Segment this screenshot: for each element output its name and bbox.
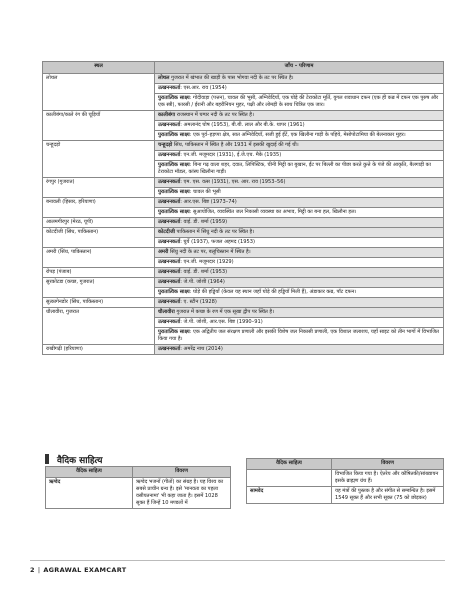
finding-text: गुजरात में कच्छ के रण में एक सूखा द्वीप पर स्थित है। <box>174 309 275 315</box>
vedic-description-cell: ऋग्वेद भजनों (गीतों) का संग्रह है। यह विश्व का सबसे प्राचीन ग्रन्थ है। इसे 'मानवता का पहला वसीयतनामा' भी कहा जाता है। इसमें 1028 सूक्त हैं जिन्हें 10 मण्डलों में <box>133 478 231 509</box>
vedic-name-cell: सामवेद <box>247 487 332 504</box>
finding-cell <box>155 111 444 121</box>
finding-cell <box>155 188 444 198</box>
finding-text: : वाई. डी. शर्मा (1953) <box>180 269 228 275</box>
site-name-cell: लोथल <box>43 74 155 111</box>
site-name-cell: रंगपुर (गुजरात) <box>43 178 155 198</box>
finding-label: उत्खननकर्ता <box>158 299 181 305</box>
header-description: विवरण <box>133 467 231 478</box>
finding-text: राजस्थान में घग्घर नदी के तट पर स्थित है। <box>175 112 254 118</box>
table-header-row <box>247 459 444 470</box>
finding-cell <box>155 198 444 208</box>
finding-cell <box>155 345 444 355</box>
finding-text: गुजरात में खंभात की खाड़ी के पास भोगवा नदी के तट पर स्थित है। <box>169 75 294 81</box>
finding-text: : आर.एस. बिष्ट (1973–74) <box>180 199 237 205</box>
header-vedic-literature: वैदिक साहित्य <box>46 467 133 478</box>
finding-cell <box>155 248 444 258</box>
finding-label: उत्खननकर्ता <box>158 179 181 185</box>
site-name-cell: आलमगीरपुर (मेरठ, यूपी) <box>43 218 155 228</box>
table-row <box>43 248 444 258</box>
finding-label: उत्खननकर्ता <box>158 346 181 352</box>
finding-label: उत्खननकर्ता <box>158 269 181 275</box>
finding-label: उत्खननकर्ता <box>158 219 181 225</box>
table-row <box>43 218 444 228</box>
vedic-table-left <box>45 466 231 509</box>
table-row <box>43 278 444 288</box>
vedic-left-body <box>46 478 231 509</box>
finding-cell <box>155 298 444 308</box>
footer-divider <box>30 560 445 561</box>
finding-label: उत्खननकर्ता <box>158 319 181 325</box>
finding-text: : सुआयोजित, व्यवस्थित जल निकासी व्यवस्था का अभाव, मिट्टी का बना हल, खिलौना हल। <box>189 209 357 215</box>
site-name-cell: अमरी (सिंध, पाकिस्तान) <box>43 248 155 268</box>
finding-label: उत्खननकर्ता <box>158 239 181 245</box>
header-place: स्थल <box>43 62 155 74</box>
table-row <box>43 111 444 121</box>
site-lead: धौलावीरा <box>158 309 175 315</box>
footer-separator: | <box>37 566 41 574</box>
vedic-name-cell <box>247 470 332 487</box>
finding-cell <box>155 288 444 298</box>
site-lead: कोटदीजी <box>158 229 175 235</box>
vedic-description-cell: यह मंत्रों की पुस्तक है और संगीत से सम्बन्धित है। इसमें 1549 सूक्त हैं और सभी सूक्त (75 को छोड़कर) <box>332 487 444 504</box>
header-vedic-literature: वैदिक साहित्य <box>247 459 332 470</box>
vedic-name-cell: ऋग्वेद <box>46 478 133 509</box>
table-row <box>247 470 444 487</box>
site-name-cell: सुरकोटडा (कच्छ, गुजरात) <box>43 278 155 298</box>
finding-label: पुरातात्विक साक्ष्य <box>158 209 190 215</box>
site-name-cell: धौलावीरा, गुजरात <box>43 308 155 345</box>
finding-text: : अमलानंद घोष (1953), बी.बी. लाल और बी.के. थापर (1961) <box>180 122 305 128</box>
table-row <box>46 478 231 509</box>
finding-text: : वाई. डी. शर्मा (1959) <box>180 219 228 225</box>
site-lead: अमरी <box>158 249 169 255</box>
finding-label: उत्खननकर्ता <box>158 85 181 91</box>
section-marker <box>45 454 49 464</box>
table-row <box>43 268 444 278</box>
site-name-cell: सुत्कागेनडोर (सिंध, पाकिस्तान) <box>43 298 155 308</box>
site-lead: लोथल <box>158 75 170 81</box>
finding-cell <box>155 74 444 84</box>
table-header-row <box>43 62 444 74</box>
finding-text: : एस.आर. राव (1954) <box>180 85 227 91</box>
finding-label: उत्खननकर्ता <box>158 279 181 285</box>
finding-cell <box>155 161 444 178</box>
finding-label: उत्खननकर्ता <box>158 122 181 128</box>
header-findings: जाँच – परिणाम <box>155 62 444 74</box>
table-header-row <box>46 467 231 478</box>
finding-text: : चावल की भूसी <box>189 189 221 195</box>
table-row <box>43 345 444 355</box>
finding-cell <box>155 278 444 288</box>
site-name-cell: राखीगढ़ी (हरियाणा) <box>43 345 155 355</box>
finding-cell <box>155 218 444 228</box>
finding-text: : एक अद्वितीय जल संरक्षण प्रणाली और इसकी विशेष जल निकासी प्रणाली, एक विशाल जलाशय, यहाँ साइट को तीन भागों में विभाजित किया गया है। <box>158 329 439 342</box>
finding-label: पुरातात्विक साक्ष्य <box>158 95 190 101</box>
finding-cell <box>155 328 444 345</box>
finding-cell <box>155 94 444 111</box>
site-lead: कालीबंगा <box>158 112 176 118</box>
header-description: विवरण <box>332 459 444 470</box>
site-name-cell: कालीबंगा/काले रंग की चूड़ियाँ <box>43 111 155 141</box>
finding-text: : जे.पी. जोशी (1964) <box>180 279 225 285</box>
finding-text: सिंध, पाकिस्तान में स्थित है और 1931 में इसकी खुदाई की गई थी। <box>172 142 299 148</box>
site-lead: चन्हूदड़ो <box>158 142 173 148</box>
sites-table <box>42 61 444 355</box>
finding-text: : एम. एस. वत्स (1931), एस. आर. राव (1953–56) <box>180 179 286 185</box>
finding-text: : घोड़े की हड्डियाँ (केवल यह स्थान जहाँ घोड़े की हड्डियाँ मिली हैं), अंडाकार कब्र, पॉट दफन। <box>189 289 357 295</box>
vedic-description-cell: विभाजित किया गया है। ऐतरेय और कौषितकी/सांख्यायन इसके ब्राह्मण ग्रंथ हैं। <box>332 470 444 487</box>
site-name-cell: बनावली (हिसार, हरियाणा) <box>43 198 155 218</box>
finding-cell <box>155 258 444 268</box>
finding-text: : घुर्ये (1937), फजल अहमद (1953) <box>180 239 255 245</box>
finding-text: : एन.जी. मजूमदार (1931), ई.जे.एच. मैके (1935) <box>180 152 282 158</box>
finding-cell <box>155 208 444 218</box>
table-row <box>43 74 444 84</box>
finding-label: पुरातात्विक साक्ष्य <box>158 132 190 138</box>
finding-text: : बिना गढ़ वाला शहर, दवात, लिपिस्टिक, चीनी मिट्टी का बुखान, ईंट पर बिल्ली का पीछा करते कुत्ते के पंजे की आकृति, बैलगाड़ी का टेराकोटा मॉडल, कांस्य खिलौना गाड़ी। <box>158 162 431 175</box>
finding-label: पुरातात्विक साक्ष्य <box>158 329 190 335</box>
sites-table-body <box>43 74 444 355</box>
table-row <box>43 141 444 151</box>
table-row <box>43 298 444 308</box>
finding-text: पाकिस्तान में सिंधु नदी के तट पर स्थित है। <box>174 229 255 235</box>
finding-cell <box>155 141 444 151</box>
finding-label: पुरातात्विक साक्ष्य <box>158 289 190 295</box>
table-row <box>43 178 444 188</box>
table-row <box>43 228 444 238</box>
site-name-cell: कोटदीजी (सिंध, पाकिस्तान) <box>43 228 155 248</box>
vedic-section-title: वैदिक साहित्य <box>57 456 103 466</box>
finding-text: : जे.पी. जोशी, आर.एस. बिष्ट (1990–91) <box>180 319 263 325</box>
finding-text: : एन.जी. मजूमदार (1929) <box>180 259 234 265</box>
vedic-right-body <box>247 470 444 504</box>
finding-text: : गोदीवाड़ा (पत्तन), चावल की भूसी, अग्निवेदियाँ, एक घोड़े की टेराकोटा मूर्ति, युगल शवाधान दफन (एक ही कब्र में दफन एक पुरुष और एक स्त्री), फारसी / ईरानी और बहरीनियन मुहर, पक्षी और लोमड़ी के साथ चित्रित एक जार। <box>158 95 439 108</box>
finding-cell <box>155 131 444 141</box>
finding-cell <box>155 308 444 318</box>
finding-cell <box>155 121 444 131</box>
finding-text: : एक पूर्व–हड़प्पा क्षेत्र, सात अग्निवेदियाँ, सजी हुई ईंटें, एक खिलौना गाड़ी के पहिये, मेसोपोटामिया की बेलनाकार मुहर। <box>189 132 406 138</box>
finding-text: : ए. स्टीन (1928) <box>180 299 217 305</box>
finding-label: पुरातात्विक साक्ष्य <box>158 162 190 168</box>
site-name-cell: रोपड़ (पंजाब) <box>43 268 155 278</box>
table-row <box>247 487 444 504</box>
finding-label: उत्खननकर्ता <box>158 259 181 265</box>
site-name-cell: चन्हूदड़ो <box>43 141 155 178</box>
page-number: 2 <box>30 566 35 574</box>
finding-cell <box>155 238 444 248</box>
footer-brand: AGRAWAL EXAMCART <box>43 566 127 574</box>
finding-cell <box>155 178 444 188</box>
finding-cell <box>155 151 444 161</box>
finding-text: सिंधु नदी के तट पर, बलूचिस्तान में स्थित है। <box>168 249 251 255</box>
finding-label: पुरातात्विक साक्ष्य <box>158 189 190 195</box>
finding-cell <box>155 268 444 278</box>
finding-label: उत्खननकर्ता <box>158 152 181 158</box>
finding-cell <box>155 318 444 328</box>
table-row <box>43 308 444 318</box>
finding-cell <box>155 228 444 238</box>
page-footer <box>30 566 126 574</box>
table-row <box>43 198 444 208</box>
finding-text: : अमरेंद्र नाथ (2014) <box>180 346 223 352</box>
finding-cell <box>155 84 444 94</box>
vedic-table-right <box>246 458 444 504</box>
finding-label: उत्खननकर्ता <box>158 199 181 205</box>
